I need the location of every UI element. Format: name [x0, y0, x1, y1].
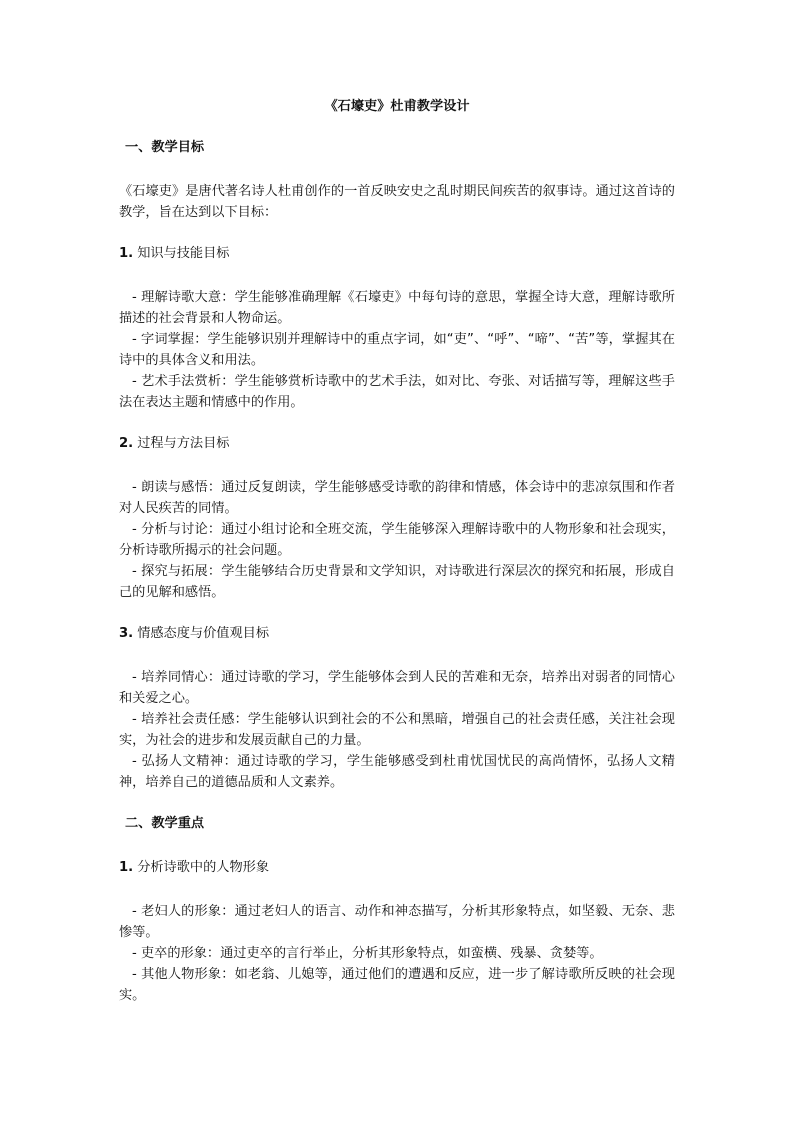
list-item: - 吏卒的形象：通过吏卒的言行举止，分析其形象特点，如蛮横、残暴、贪婪等。	[132, 946, 603, 961]
document-body	[119, 96, 675, 1026]
list-item: - 培养社会责任感：学生能够认识到社会的不公和黑暗，增强自己的社会责任感，关注社会现实，为社会的进步和发展贡献自己的力量。	[119, 712, 675, 748]
list-item: - 分析与讨论：通过小组讨论和全班交流，学生能够深入理解诗歌中的人物形象和社会现实，分析诗歌所揭示的社会问题。	[119, 522, 675, 558]
list-item: - 朗读与感悟：通过反复朗读，学生能够感受诗歌的韵律和情感，体会诗中的悲凉氛围和作者对人民疾苦的同情。	[119, 480, 675, 516]
section-heading-objectives: 一、教学目标	[125, 140, 205, 155]
subsection-title: 情感态度与价值观目标	[137, 626, 270, 641]
subsection-heading	[119, 433, 675, 454]
bullet-list	[119, 287, 675, 413]
subsection-number: 2.	[119, 436, 134, 451]
section-heading-key-points: 二、教学重点	[125, 816, 205, 831]
section-intro: 《石壕吏》是唐代著名诗人杜甫创作的一首反映安史之乱时期民间疾苦的叙事诗。通过这首诗的教学，旨在达到以下目标：	[119, 184, 675, 220]
list-item: - 探究与拓展：学生能够结合历史背景和文学知识，对诗歌进行深层次的探究和拓展，形成自己的见解和感悟。	[119, 564, 675, 600]
subsection-number: 1.	[119, 246, 134, 261]
subsection-heading	[119, 623, 675, 644]
bullet-list	[119, 901, 675, 1006]
subsection-number: 1.	[119, 860, 134, 875]
list-item: - 其他人物形象：如老翁、儿媳等，通过他们的遭遇和反应，进一步了解诗歌所反映的社会现实。	[119, 967, 675, 1003]
bullet-list	[119, 667, 675, 793]
list-item: - 理解诗歌大意：学生能够准确理解《石壕吏》中每句诗的意思，掌握全诗大意，理解诗歌所描述的社会背景和人物命运。	[119, 290, 675, 326]
subsection-title: 分析诗歌中的人物形象	[137, 860, 270, 875]
list-item: - 老妇人的形象：通过老妇人的语言、动作和神态描写，分析其形象特点，如坚毅、无奈、悲惨等。	[119, 904, 675, 940]
subsection-heading	[119, 243, 675, 264]
list-item: - 培养同情心：通过诗歌的学习，学生能够体会到人民的苦难和无奈，培养出对弱者的同情心和关爱之心。	[119, 670, 675, 706]
subsection-title: 过程与方法目标	[137, 436, 230, 451]
document-title: 《石壕吏》杜甫教学设计	[324, 99, 470, 114]
subsection-heading	[119, 857, 675, 878]
subsection-number: 3.	[119, 626, 134, 641]
list-item: - 字词掌握：学生能够识别并理解诗中的重点字词，如“吏”、“呼”、“啼”、“苦”等，掌握其在诗中的具体含义和用法。	[119, 332, 675, 368]
subsection-title: 知识与技能目标	[137, 246, 230, 261]
bullet-list	[119, 477, 675, 603]
list-item: - 弘扬人文精神：通过诗歌的学习，学生能够感受到杜甫忧国忧民的高尚情怀，弘扬人文精神，培养自己的道德品质和人文素养。	[119, 754, 675, 790]
list-item: - 艺术手法赏析：学生能够赏析诗歌中的艺术手法，如对比、夸张、对话描写等，理解这些手法在表达主题和情感中的作用。	[119, 374, 675, 410]
